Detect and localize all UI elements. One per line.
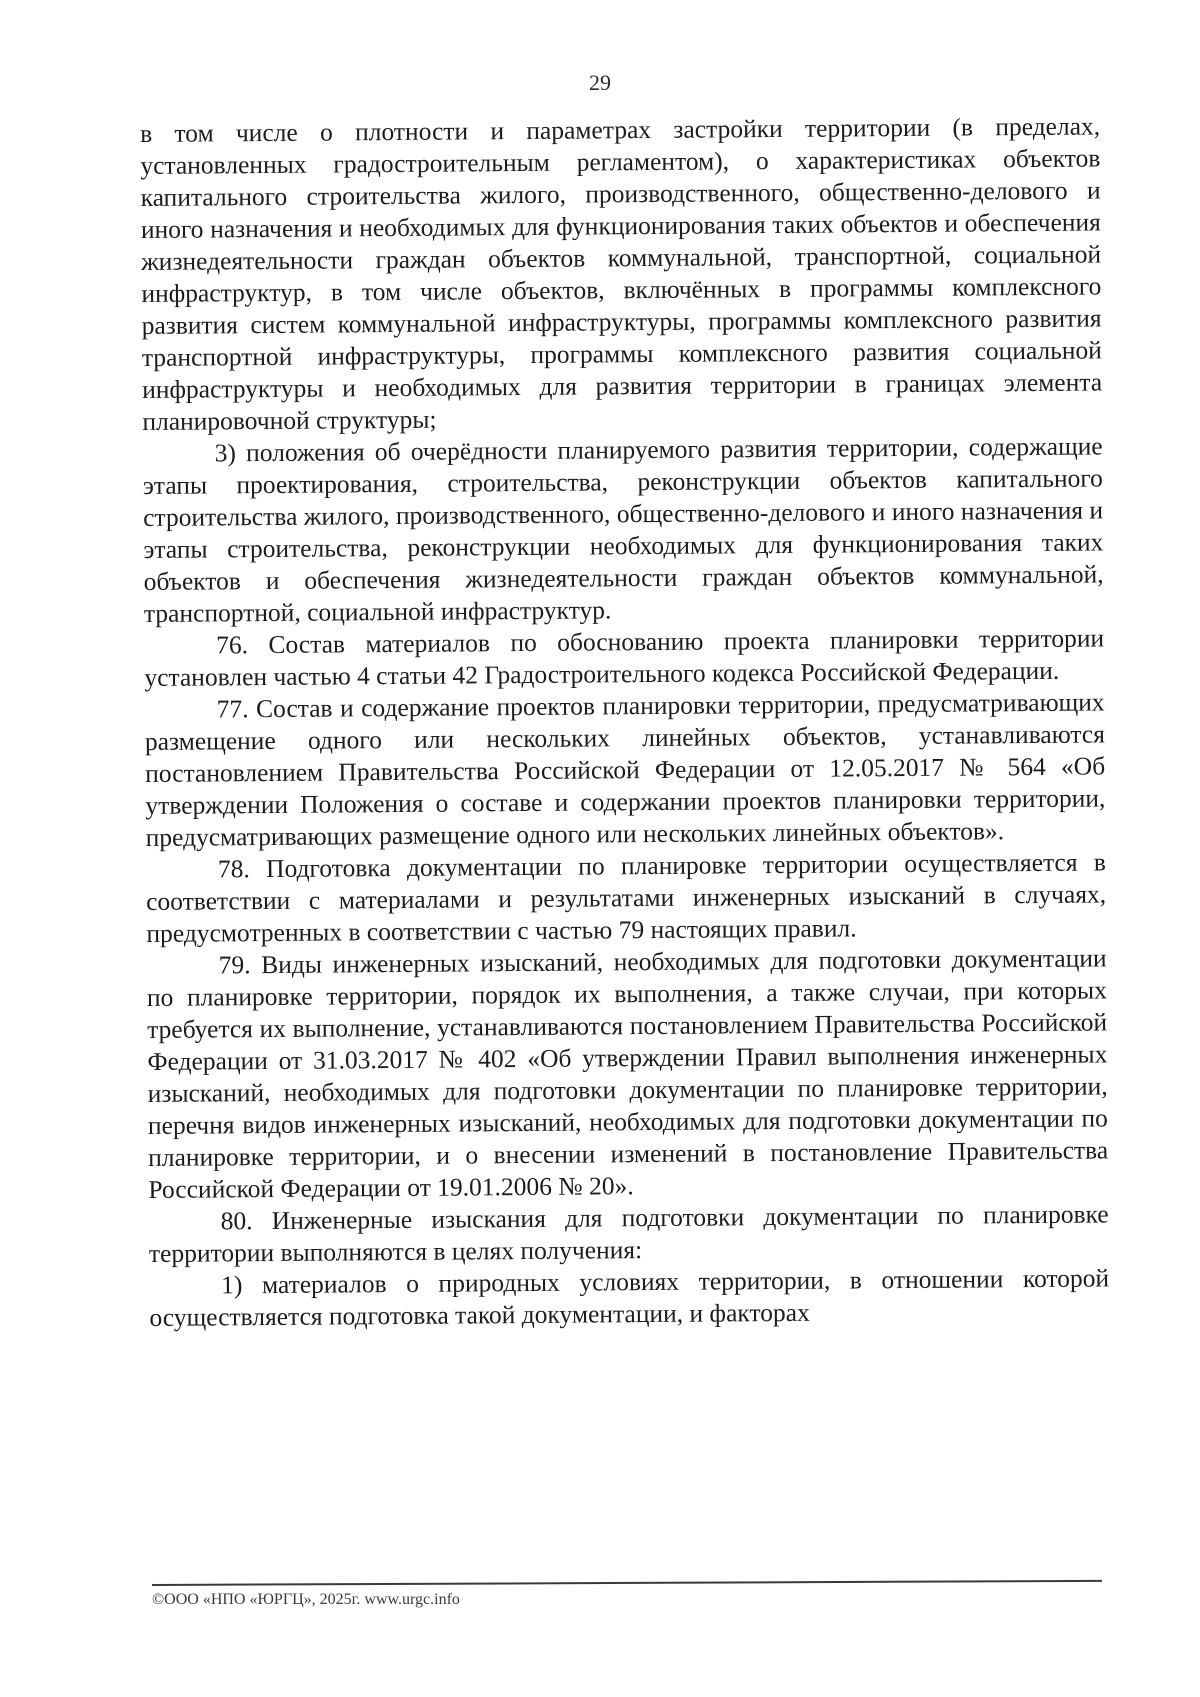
paragraph-item-3: 3) положения об очерёдности планируемого развития территории, содержащие этапы проектирования, строительства, реконструкции объектов капитального строительства жилого, производственного, общественно-делового и иного назначения и этапы строительства, реконструкции необходимых для функционирования таких объектов и обеспечения жизнедеятельности граждан объектов коммунальной, транспортной, социальной инфраструктур. [142, 431, 1104, 628]
paragraph-item-1: 1) материалов о природных условиях территории, в отношении которой осуществляется подготовка такой документации, и факторах [149, 1263, 1110, 1332]
paragraph-80: 80. Инженерные изыскания для подготовки документации по планировке территории выполняются в целях получения: [148, 1199, 1109, 1268]
page-number: 29 [589, 70, 611, 95]
paragraph-continuation: в том числе о плотности и параметрах застройки территории (в пределах, установленных градостроительным регламентом), о характеристиках объектов капитального строительства жилого, производственного, общественно-делового и иного назначения и необходимых для функционирования таких объектов и обеспечения жизнедеятельности граждан объектов коммунальной, транспортной, социальной инфраструктур, в том числе объектов, включённых в программы комплексного развития систем коммунальной инфраструктуры, программы комплексного развития транспортной инфраструктуры, программы комплексного развития социальной инфраструктуры и необходимых для развития территории в границах элемента планировочной структуры; [140, 111, 1103, 436]
paragraph-78: 78. Подготовка документации по планировке территории осуществляется в соответствии с материалами и результатами инженерных изысканий в случаях, предусмотренных в соответствии с частью 79 настоящих правил. [146, 847, 1107, 948]
footer-copyright: ©ООО «НПО «ЮРГЦ», 2025г. www.urgc.info [152, 1591, 460, 1608]
footer-divider [152, 1580, 1102, 1586]
document-body [140, 110, 1110, 1334]
paragraph-79: 79. Виды инженерных изысканий, необходимых для подготовки документации по планировке территории, порядок их выполнения, а также случаи, при которых требуется их выполнение, устанавливаются постановлением Правительства Российской Федерации от 31.03.2017 № 402 «Об утверждении Правил выполнения инженерных изысканий, необходимых для подготовки документации по планировке территории, перечня видов инженерных изысканий, необходимых для подготовки документации по планировке территории, и о внесении изменений в постановление Правительства Российской Федерации от 19.01.2006 № 20». [146, 943, 1109, 1204]
paragraph-77: 77. Состав и содержание проектов планировки территории, предусматривающих размещение одного или нескольких линейных объектов, устанавливаются постановлением Правительства Российской Федерации от 12.05.2017 № 564 «Об утверждении Положения о составе и содержании проектов планировки территории, предусматривающих размещение одного или нескольких линейных объектов». [144, 687, 1106, 852]
paragraph-76: 76. Состав материалов по обоснованию проекта планировки территории установлен частью 4 статьи 42 Градостроительного кодекса Российской Федерации. [144, 623, 1105, 692]
